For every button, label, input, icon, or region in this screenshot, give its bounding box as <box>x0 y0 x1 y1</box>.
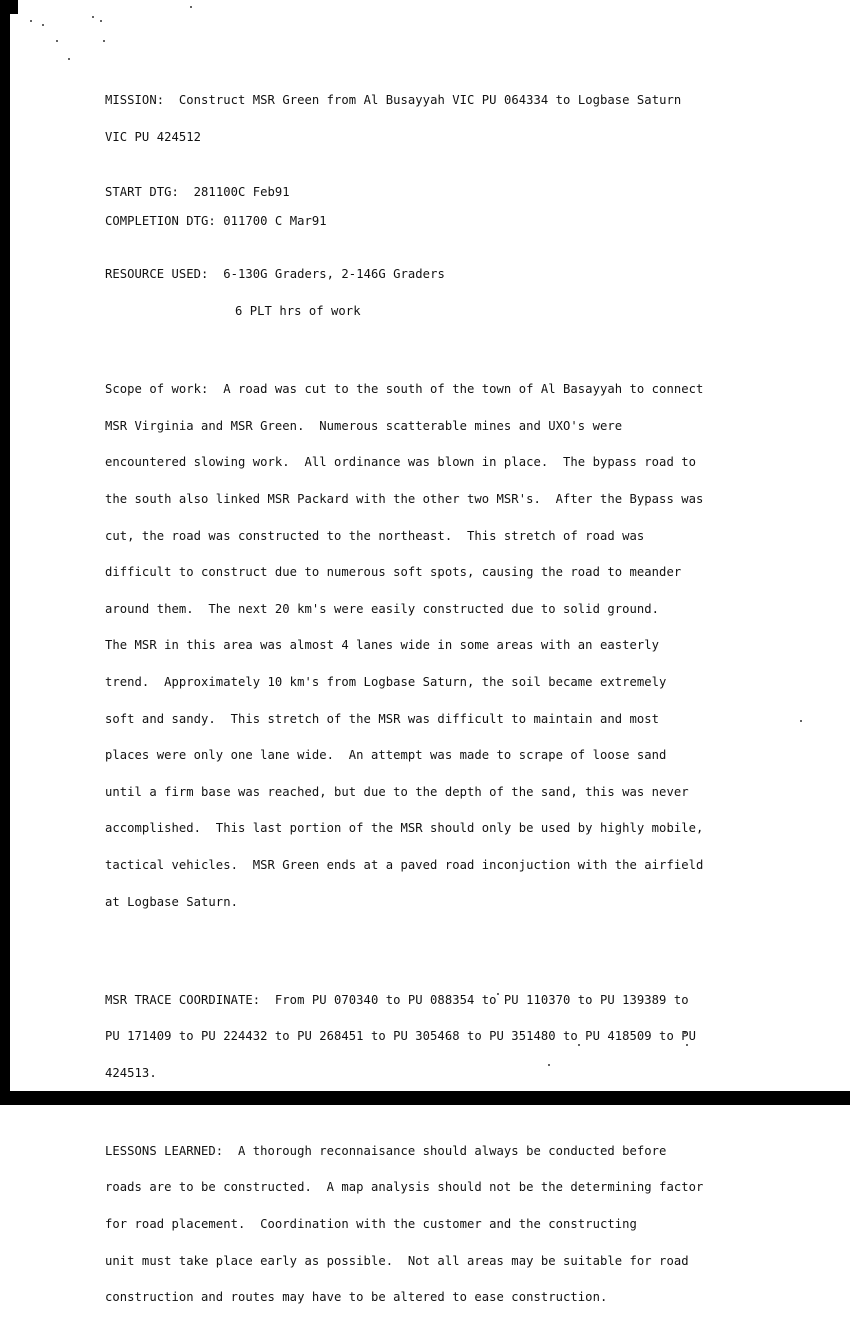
scope-line: The MSR in this area was almost 4 lanes wide in some areas with an easterly <box>105 638 660 653</box>
lessons-line: roads are to be constructed. A map analysis should not be the determining factor <box>105 1180 704 1195</box>
trace-line: MSR TRACE COORDINATE: From PU 070340 to PU 088354 to PU 110370 to PU 139389 to <box>105 992 689 1007</box>
scope-line: MSR Virginia and MSR Green. Numerous scatterable mines and UXO's were <box>105 418 623 433</box>
scope-line: cut, the road was constructed to the northeast. This stretch of road was <box>105 528 645 543</box>
scan-speck <box>92 16 94 18</box>
scope-line: Scope of work: A road was cut to the south of the town of Al Basayyah to connect <box>105 382 704 397</box>
start-dtg-value: 281100C Feb91 <box>193 184 290 199</box>
scope-of-work-section <box>105 359 805 933</box>
scope-line: places were only one lane wide. An attempt was made to scrape of loose sand <box>105 748 667 763</box>
completion-dtg-value: 011700 C Mar91 <box>223 213 327 228</box>
resource-used-section <box>105 244 805 342</box>
lessons-line: LESSONS LEARNED: A thorough reconnaisance should always be conducted before <box>105 1143 667 1158</box>
resource-used-line1: 6-130G Graders, 2-146G Graders <box>223 267 445 282</box>
lessons-line: for road placement. Coordination with the customer and the constructing <box>105 1217 637 1232</box>
scope-line: soft and sandy. This stretch of the MSR was difficult to maintain and most <box>105 711 660 726</box>
mission-label: MISSION: <box>105 93 165 108</box>
scope-line: trend. Approximately 10 km's from Logbase Saturn, the soil became extremely <box>105 674 667 689</box>
scan-speck <box>30 20 32 22</box>
scan-speck <box>103 40 105 42</box>
scope-line: around them. The next 20 km's were easily constructed due to solid ground. <box>105 601 660 616</box>
scope-line: the south also linked MSR Packard with the other two MSR's. After the Bypass was <box>105 491 704 506</box>
start-dtg-section <box>105 186 805 198</box>
scope-line: until a firm base was reached, but due to the depth of the sand, this was never <box>105 784 689 799</box>
document-body <box>105 70 805 1328</box>
resource-used-label: RESOURCE USED: <box>105 267 209 282</box>
lessons-line: construction and routes may have to be altered to ease construction. <box>105 1290 608 1305</box>
resource-used-line2: 6 PLT hrs of work <box>235 304 361 319</box>
scope-line: difficult to construct due to numerous soft spots, causing the road to meander <box>105 565 682 580</box>
scan-speck <box>56 40 58 42</box>
mission-text-line1: Construct MSR Green from Al Busayyah VIC PU 064334 to Logbase Saturn <box>178 93 682 108</box>
msr-trace-section <box>105 969 805 1103</box>
scan-left-edge <box>0 0 10 1105</box>
lessons-learned-section <box>105 1120 805 1327</box>
scope-line: encountered slowing work. All ordinance was blown in place. The bypass road to <box>105 455 696 470</box>
scan-corner-mark <box>10 0 18 14</box>
scan-speck <box>42 24 44 26</box>
completion-dtg-label: COMPLETION DTG: <box>105 213 216 228</box>
lessons-line: unit must take place early as possible. Not all areas may be suitable for road <box>105 1253 689 1268</box>
completion-dtg-section <box>105 215 805 227</box>
scope-line: tactical vehicles. MSR Green ends at a paved road inconjuction with the airfield <box>105 857 704 872</box>
mission-section <box>105 70 805 168</box>
scan-speck <box>100 20 102 22</box>
scope-line: accomplished. This last portion of the MSR should only be used by highly mobile, <box>105 821 704 836</box>
scan-speck <box>190 6 192 8</box>
scope-line: at Logbase Saturn. <box>105 894 238 909</box>
trace-line: PU 171409 to PU 224432 to PU 268451 to PU 305468 to PU 351480 to PU 418509 to PU <box>105 1029 696 1044</box>
mission-text-line2: VIC PU 424512 <box>105 130 202 145</box>
scan-speck <box>68 58 70 60</box>
trace-line: 424513. <box>105 1065 157 1080</box>
start-dtg-label: START DTG: <box>105 184 179 199</box>
